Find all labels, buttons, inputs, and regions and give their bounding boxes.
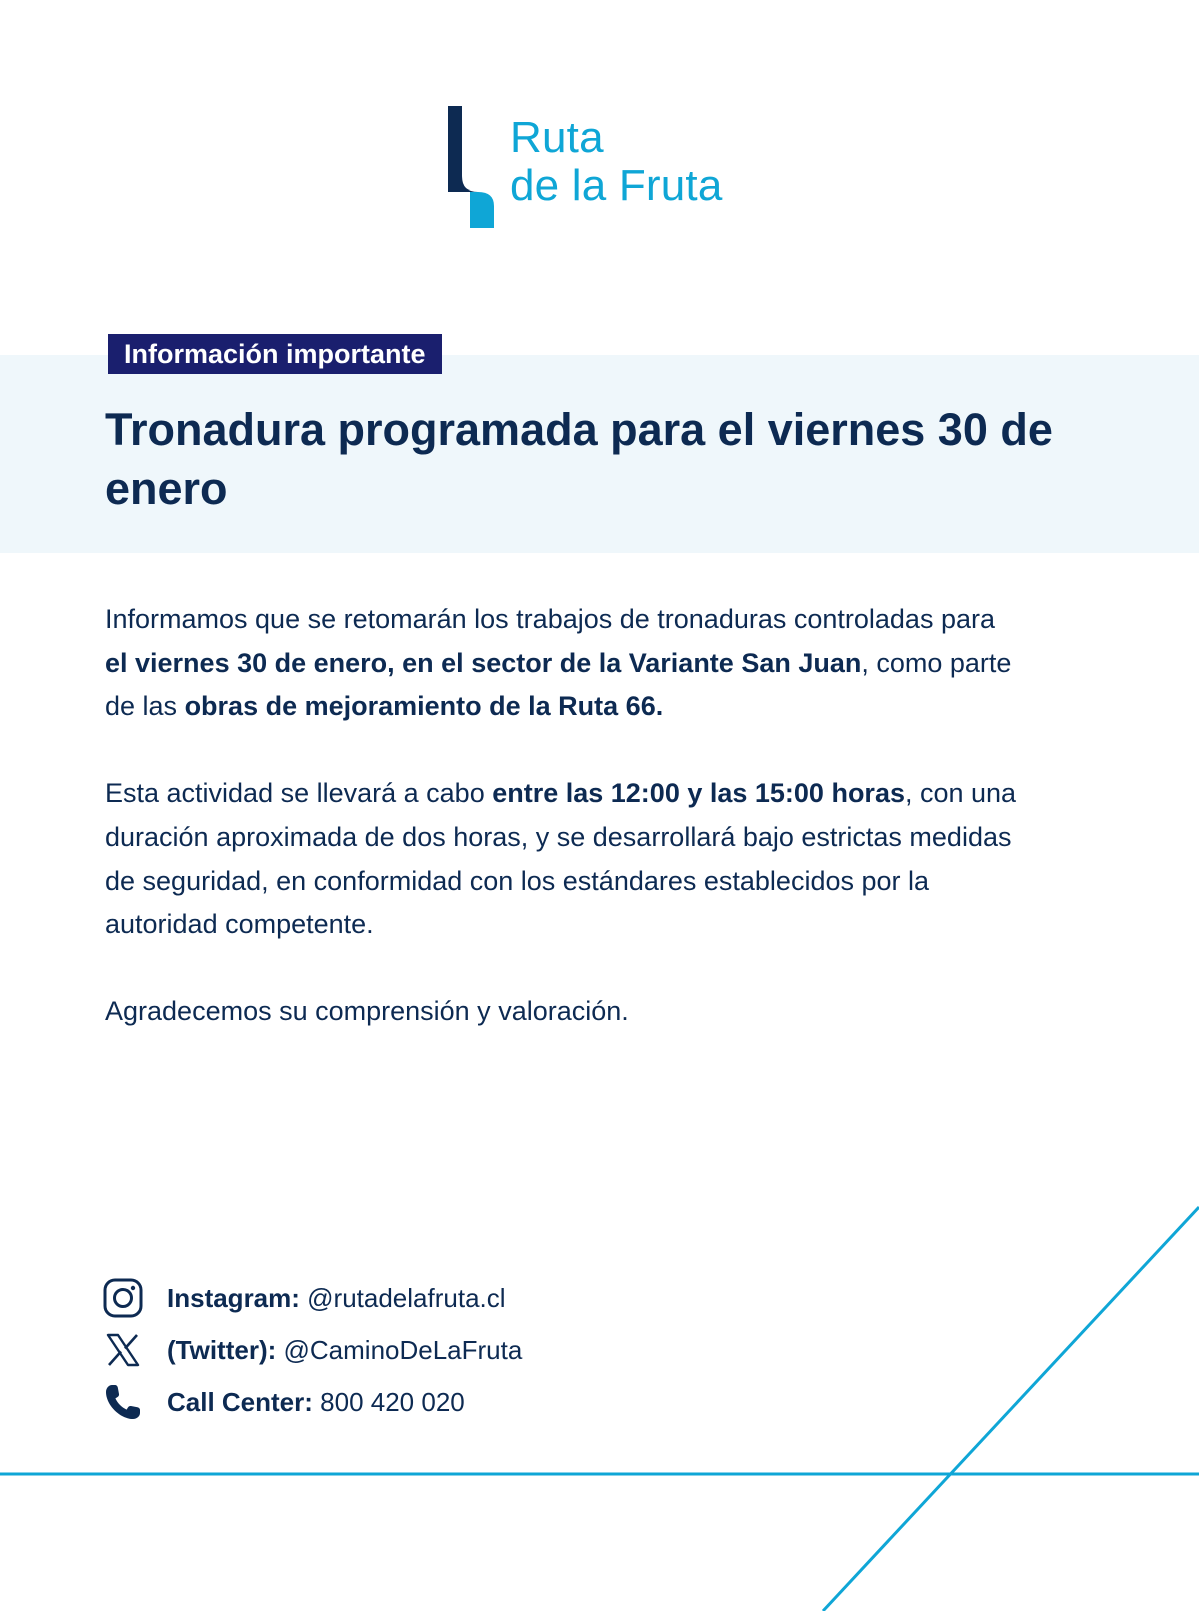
contact-list (102, 1272, 802, 1428)
paragraph-2 (105, 772, 1025, 946)
contact-twitter[interactable] (102, 1324, 802, 1376)
brand-logo (448, 106, 768, 232)
p1-text-2: , como parte de las (105, 647, 1012, 722)
paragraph-3: Agradecemos su comprensión y valoración. (105, 996, 629, 1027)
callcenter-number[interactable]: 800 420 020 (312, 1386, 465, 1417)
info-tag: Información importante (108, 334, 442, 374)
logo-wordmark (510, 114, 723, 210)
p1-bold-2: obras de mejoramiento de la Ruta 66. (184, 691, 664, 722)
instagram-label: Instagram: (167, 1282, 300, 1313)
instagram-handle[interactable]: @rutadelafruta.cl (299, 1282, 506, 1313)
contact-callcenter-text (167, 1387, 465, 1418)
p2-text-1: Esta actividad se llevará a cabo (105, 778, 493, 809)
p2-text-2: , con una duración aproximada de dos horas, y se desarrollará bajo estrictas medidas de seguridad, en conformidad con los estándares establecidos por la autoridad competente. (105, 778, 1017, 940)
contact-callcenter[interactable] (102, 1376, 802, 1428)
logo-mark-icon (448, 106, 494, 228)
logo-line-2: de la Fruta (510, 161, 723, 210)
contact-twitter-text (167, 1335, 522, 1366)
instagram-icon (102, 1277, 144, 1319)
p1-bold-1: el viernes 30 de enero, en el sector de la Variante San Juan (105, 647, 862, 678)
twitter-handle[interactable]: @CaminoDeLaFruta (276, 1334, 523, 1365)
announcement-body (105, 598, 1025, 1034)
p1-text-1: Informamos que se retomarán los trabajos de tronaduras controladas para (105, 604, 995, 634)
page-title: Tronadura programada para el viernes 30 de enero (105, 404, 1053, 514)
paragraph-1 (105, 598, 1025, 729)
diagonal-accent-line (823, 1207, 1199, 1611)
callcenter-label: Call Center: (167, 1386, 313, 1417)
twitter-label: (Twitter): (167, 1334, 277, 1365)
logo-line-1: Ruta (510, 113, 604, 162)
contact-instagram-text (167, 1283, 506, 1314)
phone-icon (102, 1381, 144, 1423)
p2-bold-1: entre las 12:00 y las 15:00 horas (492, 778, 905, 809)
contact-instagram[interactable] (102, 1272, 802, 1324)
x-twitter-icon (102, 1329, 144, 1371)
